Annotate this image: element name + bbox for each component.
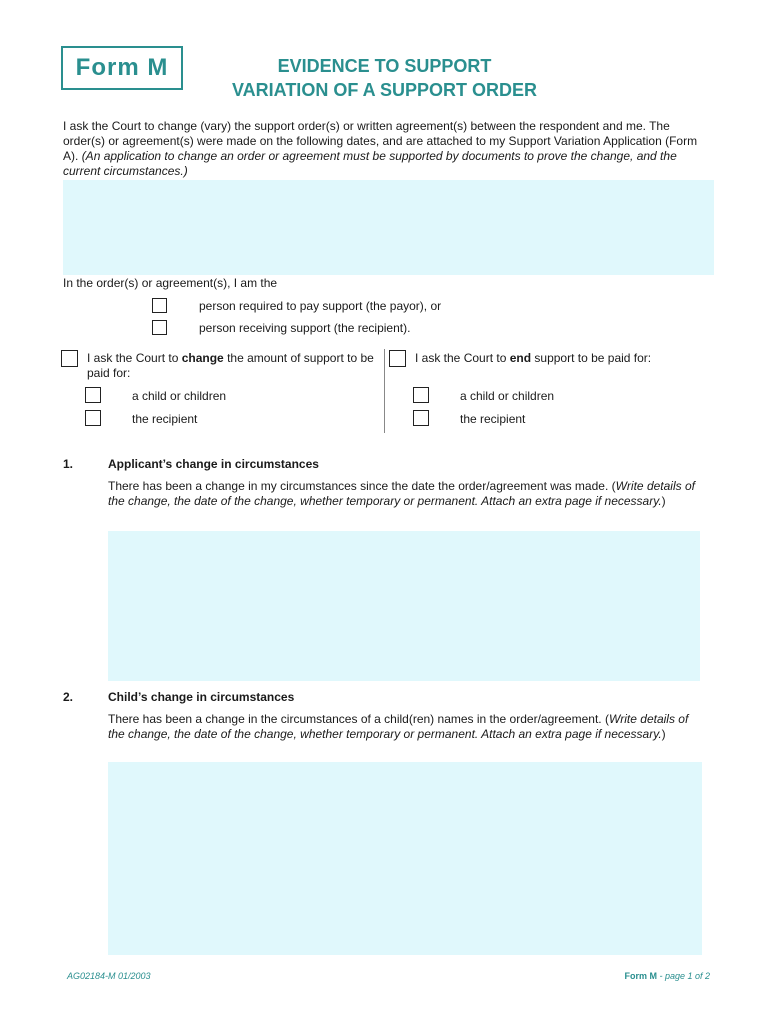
footer-form-label: Form M	[624, 971, 657, 981]
title-line-1: EVIDENCE TO SUPPORT	[277, 56, 492, 76]
applicant-change-field[interactable]	[108, 531, 700, 681]
change-keyword: change	[181, 351, 224, 365]
page-title	[212, 54, 557, 102]
column-divider	[384, 349, 385, 433]
change-recipient-checkbox[interactable]	[85, 410, 101, 426]
footer-page-number: - page 1 of 2	[656, 971, 710, 981]
footer-code: AG02184-M 01/2003	[67, 971, 151, 981]
section-1-text-close: )	[661, 494, 666, 508]
section-2-text-main: There has been a change in the circumstances of a child(ren) names in the order/agreement. (	[108, 712, 609, 726]
change-child-checkbox[interactable]	[85, 387, 101, 403]
title-line-2: VARIATION OF A SUPPORT ORDER	[231, 80, 537, 100]
end-child-label: a child or children	[460, 389, 555, 403]
end-suffix: support to be paid for:	[531, 351, 652, 365]
section-2-text-note: Write details of the change, the date of the change, whether temporary or permanent. Attach an extra page if necessary.	[108, 712, 689, 741]
end-keyword: end	[509, 351, 532, 365]
intro-paragraph	[63, 119, 711, 179]
order-dates-field[interactable]	[63, 180, 714, 275]
section-1-text-main: There has been a change in my circumstances since the date the order/agreement was made. (	[108, 479, 616, 493]
section-2-number: 2.	[63, 690, 74, 704]
recipient-checkbox[interactable]	[152, 320, 167, 335]
end-recipient-label: the recipient	[460, 412, 526, 426]
end-support-text	[415, 351, 705, 366]
change-recipient-label: the recipient	[132, 412, 198, 426]
form-label-box	[61, 46, 183, 90]
end-child-checkbox[interactable]	[413, 387, 429, 403]
section-1-heading: Applicant’s change in circumstances	[108, 457, 319, 471]
end-prefix: I ask the Court to	[415, 351, 510, 365]
recipient-label: person receiving support (the recipient).	[199, 321, 411, 335]
change-child-label: a child or children	[132, 389, 227, 403]
form-label: Form M	[75, 54, 169, 81]
payor-label: person required to pay support (the payor), or	[199, 299, 442, 313]
role-prompt: In the order(s) or agreement(s), I am the	[63, 276, 278, 290]
end-recipient-checkbox[interactable]	[413, 410, 429, 426]
footer-page	[600, 971, 710, 981]
section-2-text	[108, 712, 708, 742]
change-suffix: the amount of support to be paid for:	[87, 351, 374, 380]
change-support-checkbox[interactable]	[61, 350, 78, 367]
end-support-checkbox[interactable]	[389, 350, 406, 367]
change-support-text	[87, 351, 377, 381]
change-prefix: I ask the Court to	[87, 351, 182, 365]
section-2-heading: Child’s change in circumstances	[108, 690, 295, 704]
section-1-number: 1.	[63, 457, 74, 471]
intro-text: I ask the Court to change (vary) the support order(s) or written agreement(s) between the respondent and me. The order(s) or agreement(s) were made on the following dates, and are attached to my Support Variation Application (Form A).	[63, 119, 698, 163]
child-change-field[interactable]	[108, 762, 702, 955]
intro-note: (An application to change an order or agreement must be supported by documents to prove the change, and the current circumstances.)	[63, 149, 677, 178]
section-1-text-note: Write details of the change, the date of the change, whether temporary or permanent. Attach an extra page if necessary.	[108, 479, 695, 508]
payor-checkbox[interactable]	[152, 298, 167, 313]
section-2-text-close: )	[661, 727, 666, 741]
section-1-text	[108, 479, 708, 509]
